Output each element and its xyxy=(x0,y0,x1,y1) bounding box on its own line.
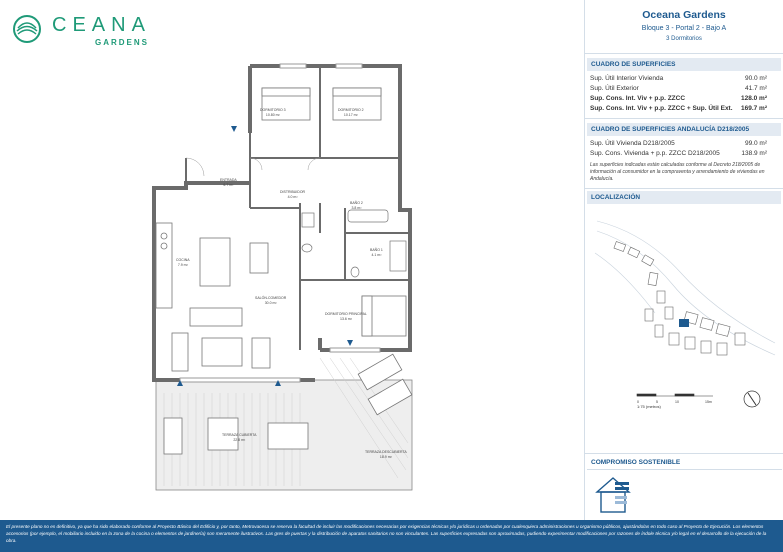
floor-plan-drawing xyxy=(150,58,420,498)
floor-plan xyxy=(150,58,420,498)
room-terraza-cub-name: TERRAZA CUBIERTA xyxy=(222,433,257,437)
room-bano1-area: 4.1 m² xyxy=(371,252,382,257)
andalucia-value: 138.9 m² xyxy=(741,150,767,157)
sustainable-heading: COMPROMISO SOSTENIBLE xyxy=(587,456,782,470)
location-heading: LOCALIZACIÓN xyxy=(587,191,781,204)
room-bano1 xyxy=(370,248,383,257)
sustainable-house-icon xyxy=(593,472,633,514)
room-terraza-desc-area: 18.9 m² xyxy=(379,454,392,459)
andalucia-label: Sup. Cons. Vivienda + p.p. ZZCC D218/2005 xyxy=(590,150,720,157)
surface-label: Sup. Cons. Int. Viv + p.p. ZZCC xyxy=(590,95,686,102)
disclaimer-footer: El presente plano no es definitivo, ya que ha sido elaborado conforme al Proyecto Básico del Edificio y, por tanto, Metrovacesa se reserva la facultad de incluir las modificaciones necesarias por exigencias técnicas y/o jurídicas u ordenadas por cualesquiera administraciones u organismo públicos, ajustándolas en todo caso al Proyecto de Ejecución. Los elementos accesorios (por ejemplo, el mobiliario incluido en la zona de la cocina o elementos de jardinería) son meramente ilustrativos. Las gres de puertas y la distribución de aparatos sanitarios no son vinculantes. Las superficies expresadas son aproximadas, pudiendo experimentar modificaciones por razones de índole técnica y/o legal en el desarrollo de la ejecución de la obra. xyxy=(0,520,783,552)
room-dorm3-area: 10.80 m² xyxy=(265,112,280,117)
north-arrow-icon xyxy=(744,391,760,407)
panel-header xyxy=(585,0,783,54)
room-dormp-name: DORMITORIO PRINCIPAL xyxy=(325,312,367,316)
room-terraza-descubierta xyxy=(365,450,407,459)
surface-label: Sup. Útil Exterior xyxy=(590,85,639,92)
room-distribuidor xyxy=(280,190,305,199)
room-cocina-name: COCINA xyxy=(176,258,190,262)
room-dorm3 xyxy=(260,108,286,117)
andalucia-row xyxy=(585,139,783,149)
surface-row xyxy=(585,84,783,94)
surface-row xyxy=(585,94,783,104)
room-salon-area: 30.0 m² xyxy=(264,300,277,305)
oceana-logo-icon xyxy=(12,14,42,44)
andalucia-value: 99.0 m² xyxy=(744,140,767,147)
room-bano1-name: BAÑO 1 xyxy=(370,248,383,252)
room-dorm-principal xyxy=(325,312,367,321)
room-terraza-cubierta xyxy=(222,433,257,442)
andalucia-table xyxy=(585,139,783,159)
room-bano2-area: 3.8 m² xyxy=(351,205,362,210)
surface-value: 90.0 m² xyxy=(744,75,767,82)
room-terraza-cub-area: 22.8 m² xyxy=(233,437,246,442)
surfaces-heading: CUADRO DE SUPERFICIES xyxy=(587,58,781,71)
surface-label: Sup. Cons. Int. Viv + p.p. ZZCC + Sup. Útil Ext. xyxy=(590,105,733,112)
surface-label: Sup. Útil Interior Vivienda xyxy=(590,75,664,82)
room-dorm2-name: DORMITORIO 2 xyxy=(338,108,364,112)
room-entrada xyxy=(220,178,237,187)
room-salon-name: SALÓN-COMEDOR xyxy=(255,296,287,300)
andalucia-row xyxy=(585,149,783,159)
andalucia-label: Sup. Útil Vivienda D218/2005 xyxy=(590,140,675,147)
surface-row xyxy=(585,104,783,114)
andalucia-note: Las superficies indicadas están calculadas conforme al Decreto 218/2005 de información al consumidor en la compraventa y arrendamiento de viviendas en Andalucía. xyxy=(590,162,765,182)
logo xyxy=(12,12,162,52)
surface-row xyxy=(585,74,783,84)
room-cocina-area: 7.9 m² xyxy=(177,262,188,267)
room-dormp-area: 13.6 m² xyxy=(340,316,352,321)
room-dorm2 xyxy=(338,108,364,117)
location-map xyxy=(585,213,783,413)
scale-tick-3: 15m xyxy=(705,400,712,404)
bedroom-count: 3 Dormitorios xyxy=(666,36,702,42)
surface-value: 169.7 m² xyxy=(740,105,767,112)
unit-subtitle: Bloque 3 - Portal 2 - Bajo A xyxy=(641,25,727,32)
scale-tick-0: 0 xyxy=(637,400,639,404)
surface-value: 41.7 m² xyxy=(744,85,767,92)
room-bano2-name: BAÑO 2 xyxy=(350,201,363,205)
scale-tick-2: 10 xyxy=(675,400,679,404)
surface-value: 128.0 m² xyxy=(740,95,767,102)
project-title: Oceana Gardens xyxy=(642,9,726,21)
room-dorm3-name: DORMITORIO 3 xyxy=(260,108,286,112)
room-bano2 xyxy=(350,201,363,210)
room-entrada-name: ENTRADA xyxy=(220,178,237,182)
room-terraza-desc-name: TERRAZA DESCUBIERTA xyxy=(365,450,407,454)
scale-label: 1:75 (metros) xyxy=(637,404,661,409)
room-entrada-area: 6.7 m² xyxy=(223,182,234,187)
andalucia-heading: CUADRO DE SUPERFICIES ANDALUCÍA D218/2005 xyxy=(587,123,781,136)
room-dorm2-area: 10.17 m² xyxy=(343,112,358,117)
room-distribuidor-name: DISTRIBUIDOR xyxy=(280,190,306,194)
room-cocina xyxy=(176,258,190,267)
scale-tick-1: 5 xyxy=(656,400,658,404)
logo-word: CEANA xyxy=(52,14,151,36)
logo-sub: GARDENS xyxy=(95,38,150,47)
info-panel xyxy=(584,0,783,520)
room-distribuidor-area: 4.0 m² xyxy=(287,194,298,199)
surfaces-table xyxy=(585,74,783,114)
room-salon xyxy=(255,296,286,305)
